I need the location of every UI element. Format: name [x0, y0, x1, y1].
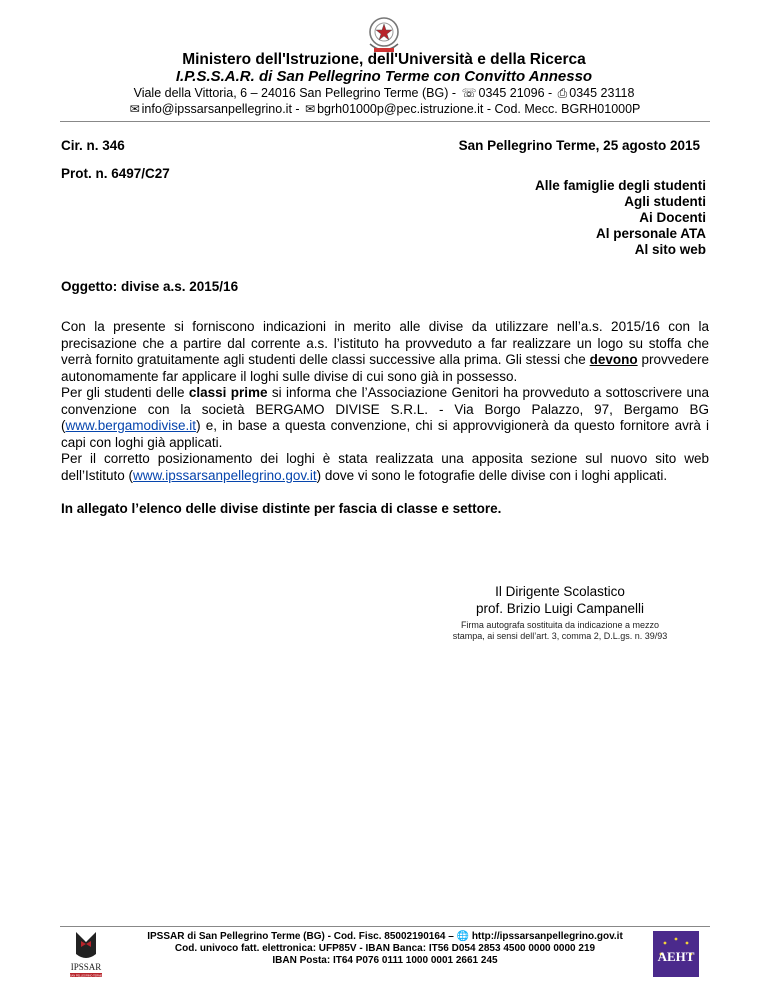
attachment-note: In allegato l’elenco delle divise distinte per fascia di classe e settore. [61, 501, 502, 516]
envelope-icon: ✉ [129, 102, 140, 116]
envelope-icon: ✉ [305, 102, 316, 116]
aeht-logo-icon [653, 931, 699, 977]
place-date: San Pellegrino Terme, 25 agosto 2015 [458, 138, 700, 153]
school-website-link[interactable]: www.ipssarsanpellegrino.gov.it [133, 467, 317, 483]
fax-icon: ⎙ [557, 86, 568, 100]
text: Per gli studenti delle [61, 385, 189, 400]
signature-note [444, 620, 676, 642]
footer-brand: IPSSAR [147, 931, 185, 942]
ministry-title: Ministero dell'Istruzione, dell'Università e della Ricerca [182, 51, 586, 68]
school-contacts: ✉ info@ipssarsanpellegrino.it - ✉ bgrh01000p@pec.istruzione.it - Cod. Mecc. BGRH01000P [129, 102, 641, 116]
subject-line: Oggetto: divise a.s. 2015/16 [61, 279, 239, 294]
text: si informa che l’Associazione Genitori ha provveduto a sottoscrivere una convenzione con la società BERGAMO DIVISE S.R.L. - Via Borgo Palazzo, 97, Bergamo BG ( [61, 385, 710, 433]
text: provvedere autonomamente far applicare il loghi sulle divise di cui sono già in possesso. [61, 352, 710, 384]
header-divider [60, 121, 710, 122]
footer-line-3: IBAN Posta: IT64 P076 0111 1000 0001 2661 245 [272, 955, 498, 966]
circular-number: Cir. n. 346 [61, 138, 125, 153]
ipssar-logo-text: IPSSAR [70, 962, 102, 972]
globe-icon: 🌐 [456, 931, 470, 942]
footer-url[interactable]: http://ipssarsanpellegrino.gov.it [471, 931, 623, 942]
footer-fiscal: di San Pellegrino Terme (BG) - Cod. Fisc. 85002190164 – [184, 931, 454, 942]
text: Per il corretto posizionamento dei loghi è stata realizzata una apposita sezione sul nuovo sito web dell’Istituto ( [61, 451, 709, 483]
text: Con la presente si forniscono indicazioni in merito alle divise da utilizzare nell’a.s. 2015/16 con la precisazione che a partire dal corrente a.s. l’istituto ha provveduto a far realizzare un logo su stoffa che verrà fornito gratuitamente agli studenti delle classi successive alla prima. Gli stessi che [61, 319, 709, 367]
recipient: Alle famiglie degli studenti [534, 178, 706, 193]
recipient: Ai Docenti [639, 210, 706, 225]
emphasis-classi-prime: classi prime [188, 385, 268, 400]
phone-number: 0345 21096 - [478, 86, 553, 100]
address-text: Viale della Vittoria, 6 – 24016 San Pellegrino Terme (BG) - [133, 86, 456, 100]
fax-number: 0345 23118 [569, 86, 635, 100]
emphasis-devono: devono [589, 352, 638, 367]
aeht-logo-text: AEHT [657, 949, 695, 964]
paragraph-1 [61, 319, 709, 451]
recipients-list [535, 178, 706, 258]
footer-line-2: Cod. univoco fatt. elettronica: UFP85V - IBAN Banca: IT56 D054 2853 4500 0000 0000 219 [174, 943, 596, 954]
ipssar-logo-subtext: SAN PELLEGRINO TERME [69, 974, 103, 978]
signature-note-line: stampa, ai sensi dell’art. 3, comma 2, D.L.gs. n. 39/93 [452, 631, 668, 641]
text: ) dove vi sono le fotografie delle divise con i loghi applicati. [316, 467, 668, 483]
ipssar-logo-icon [64, 928, 108, 978]
school-name: I.P.S.S.A.R. di San Pellegrino Terme con Convitto Annesso [175, 68, 593, 85]
phone-icon: ☏ [461, 86, 477, 100]
email-address[interactable]: info@ipssarsanpellegrino.it [141, 102, 292, 116]
footer-line-1 [130, 931, 640, 943]
signature-role: Il Dirigente Scolastico [495, 584, 625, 599]
paragraph-2 [61, 451, 709, 484]
signature-note-line: Firma autografa sostituita da indicazione a mezzo [460, 620, 660, 630]
signature-name: prof. Brizio Luigi Campanelli [475, 601, 645, 616]
bergamodivise-link[interactable]: www.bergamodivise.it [65, 418, 197, 433]
recipient: Agli studenti [624, 194, 706, 209]
school-address [0, 86, 768, 101]
recipient: Al personale ATA [595, 226, 706, 241]
pec-address[interactable]: bgrh01000p@pec.istruzione.it - Cod. Mecc. BGRH01000P [317, 102, 641, 116]
footer-divider [60, 926, 710, 927]
text: ) e, in base a questa convenzione, chi si approvvigionerà da questo fornitore avrà i capi con loghi già applicati. [61, 418, 709, 450]
protocol-number: Prot. n. 6497/C27 [61, 166, 170, 181]
recipient: Al sito web [634, 242, 706, 257]
